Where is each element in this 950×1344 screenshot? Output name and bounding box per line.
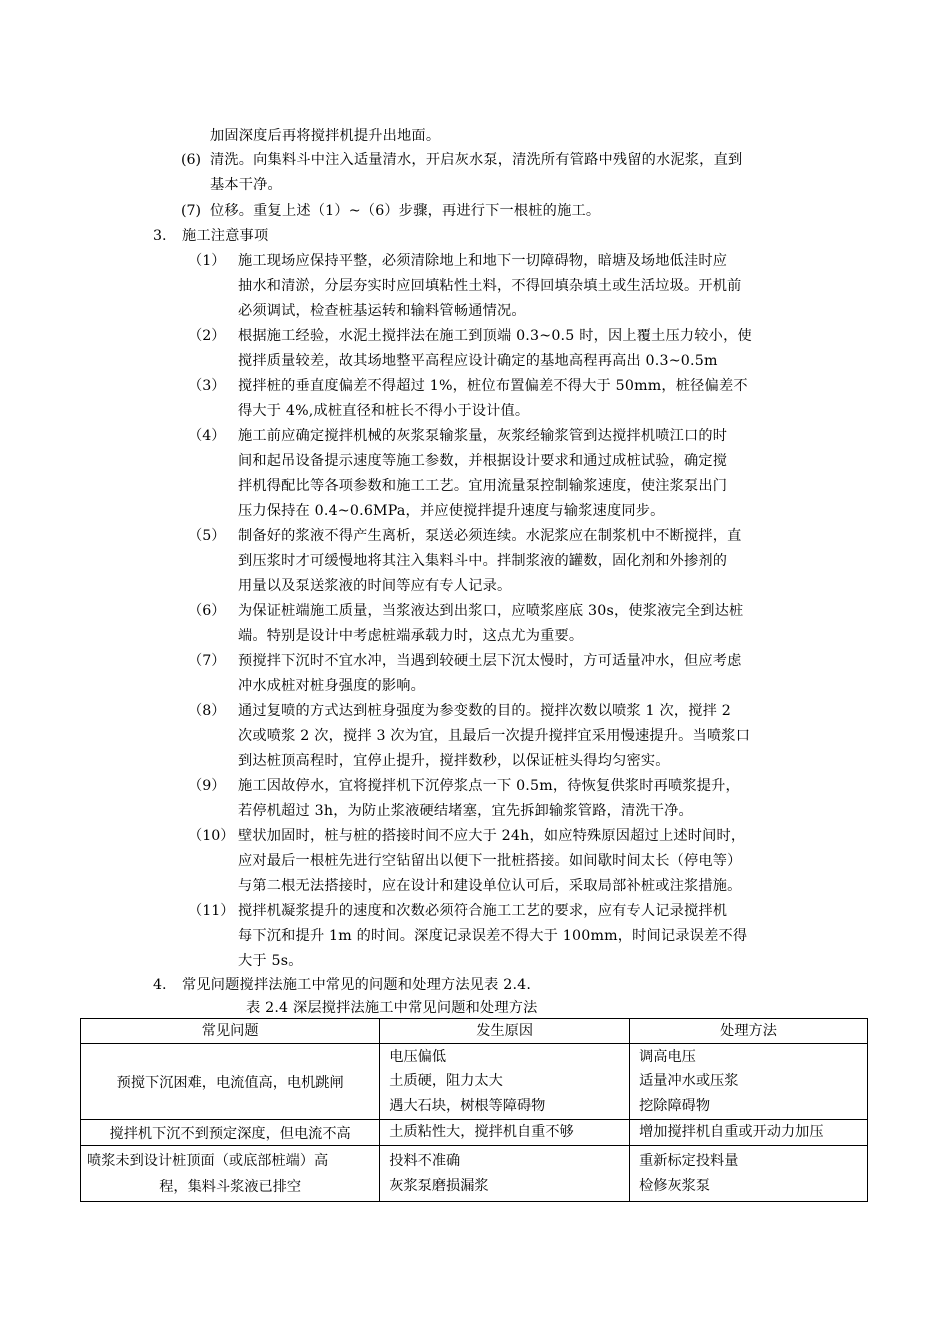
fix-cell xyxy=(630,1120,868,1146)
note-8-line: 次或喷浆 2 次，搅拌 3 次为宜，且最后一次提升搅拌宜采用慢速提升。当喷浆口 xyxy=(238,728,751,744)
fix-cell xyxy=(630,1146,868,1202)
note-5-line: 用量以及泵送浆液的时间等应有专人记录。 xyxy=(238,578,512,594)
note-10-number: （10） xyxy=(188,828,235,844)
problem-text: 程，集料斗浆液已排空 xyxy=(159,1178,302,1195)
note-10-line: 与第二根无法搭接时，应在设计和建设单位认可后，采取局部补桩或注浆措施。 xyxy=(238,878,742,894)
fix-text: 挖除障碍物 xyxy=(639,1097,711,1114)
note-3-line: 得大于 4%,成桩直径和桩长不得小于设计值。 xyxy=(238,403,530,419)
cause-text: 土质粘性大，搅拌机自重不够 xyxy=(389,1124,574,1141)
problem-cell xyxy=(81,1120,380,1146)
note-1-number: （1） xyxy=(188,253,226,269)
fix-text: 检修灰浆泵 xyxy=(639,1177,711,1194)
note-1-line: 施工现场应保持平整，必须清除地上和地下一切障碍物，暗塘及场地低洼时应 xyxy=(238,253,728,269)
step-5-continuation: 加固深度后再将搅拌机提升出地面。 xyxy=(210,128,441,144)
fix-cell xyxy=(630,1044,868,1120)
step-6-line-1: 清洗。向集料斗中注入适量清水，开启灰水泵，清洗所有管路中残留的水泥浆，直到 xyxy=(210,152,743,168)
note-6-number: （6） xyxy=(188,603,226,619)
section-4-text: 常见问题搅拌法施工中常见的问题和处理方法见表 2.4. xyxy=(182,977,532,993)
note-4-line: 间和起吊设备提示速度等施工参数，并根据设计要求和通过成桩试验，确定搅 xyxy=(238,453,728,469)
cause-cell xyxy=(380,1044,630,1120)
problem-text: 搅拌机下沉不到预定深度，但电流不高 xyxy=(109,1125,351,1142)
note-11-line: 搅拌机凝浆提升的速度和次数必须符合施工工艺的要求，应有专人记录搅拌机 xyxy=(238,903,728,919)
cause-cell xyxy=(380,1146,630,1202)
problem-cell xyxy=(81,1146,380,1202)
fix-text: 增加搅拌机自重或开动力加压 xyxy=(639,1124,824,1141)
section-4-number: 4. xyxy=(153,977,167,993)
note-11-line: 大于 5s。 xyxy=(238,953,303,969)
table-header: 发生原因 xyxy=(380,1019,630,1044)
fix-text: 调高电压 xyxy=(639,1048,696,1065)
cause-text: 土质硬，阻力太大 xyxy=(389,1073,503,1090)
note-5-line: 制备好的浆液不得产生离析，泵送必须连续。水泥浆应在制浆机中不断搅拌，直 xyxy=(238,528,742,544)
table-row xyxy=(81,1146,868,1202)
note-4-number: （4） xyxy=(188,428,226,444)
note-3-number: （3） xyxy=(188,378,226,394)
note-2-number: （2） xyxy=(188,328,226,344)
note-1-line: 必须调试，检查桩基运转和输料管畅通情况。 xyxy=(238,303,526,319)
table-row xyxy=(81,1120,868,1146)
table-row xyxy=(81,1044,868,1120)
table-header: 处理方法 xyxy=(630,1019,868,1044)
note-2-line: 根据施工经验，水泥土搅拌法在施工到顶端 0.3~0.5 时，因上覆土压力较小，使 xyxy=(238,328,752,344)
note-9-line: 若停机超过 3h，为防止浆液硬结堵塞，宜先拆卸输浆管路，清洗干净。 xyxy=(238,803,693,819)
table-caption: 表 2.4 深层搅拌法施工中常见问题和处理方法 xyxy=(246,1000,538,1016)
note-10-line: 应对最后一根桩先进行空钻留出以便下一批桩搭接。如间歇时间太长（停电等） xyxy=(238,853,742,869)
note-1-line: 抽水和清淤，分层夯实时应回填粘性土料，不得回填杂填土或生活垃圾。开机前 xyxy=(238,278,742,294)
step-7-number: (7) xyxy=(181,203,202,219)
note-10-line: 壁状加固时，桩与桩的搭接时间不应大于 24h，如应特殊原因超过上述时间时， xyxy=(238,828,746,844)
fix-text: 适量冲水或压浆 xyxy=(639,1073,739,1090)
note-3-line: 搅拌桩的垂直度偏差不得超过 1%，桩位布置偏差不得大于 50mm，桩径偏差不 xyxy=(238,378,748,394)
note-11-number: （11） xyxy=(188,903,235,919)
note-11-line: 每下沉和提升 1m 的时间。深度记录误差不得大于 100mm，时间记录误差不得 xyxy=(238,928,748,944)
step-7-line-1: 位移。重复上述（1）~（6）步骤，再进行下一根桩的施工。 xyxy=(210,203,601,219)
note-2-line: 搅拌质量较差，故其场地整平高程应设计确定的基地高程再高出 0.3~0.5m xyxy=(238,353,718,369)
cause-text: 电压偏低 xyxy=(389,1048,447,1065)
note-9-number: （9） xyxy=(188,778,226,794)
problem-text: 预搅下沉困难，电流值高，电机跳闸 xyxy=(116,1074,344,1091)
problem-cell xyxy=(81,1044,380,1120)
issues-table xyxy=(80,1018,868,1202)
note-6-line: 端。特别是设计中考虑桩端承载力时，这点尤为重要。 xyxy=(238,628,584,644)
note-7-line: 冲水成桩对桩身强度的影响。 xyxy=(238,678,426,694)
note-7-line: 预搅拌下沉时不宜水冲，当遇到较硬土层下沉太慢时，方可适量冲水，但应考虑 xyxy=(238,653,742,669)
note-4-line: 施工前应确定搅拌机械的灰浆泵输浆量，灰浆经输浆管到达搅拌机喷江口的时 xyxy=(238,428,728,444)
cause-cell xyxy=(380,1120,630,1146)
note-8-line: 通过复喷的方式达到桩身强度为参变数的目的。搅拌次数以喷浆 1 次，搅拌 2 xyxy=(238,703,731,719)
section-3-number: 3. xyxy=(153,228,167,244)
note-4-line: 压力保持在 0.4~0.6MPa，并应使搅拌提升速度与输浆速度同步。 xyxy=(238,503,665,519)
problem-text: 喷浆未到设计桩顶面（或底部桩端）高 xyxy=(87,1152,329,1169)
table-header-row xyxy=(81,1019,868,1044)
note-8-line: 到达桩顶高程时，宜停止提升，搅拌数秒，以保证桩头得均匀密实。 xyxy=(238,753,670,769)
note-7-number: （7） xyxy=(188,653,226,669)
section-3-title: 施工注意事项 xyxy=(182,228,269,244)
cause-text: 投料不准确 xyxy=(389,1153,461,1169)
note-8-number: （8） xyxy=(188,703,226,719)
step-6-number: (6) xyxy=(181,152,202,168)
step-6-line-2: 基本干净。 xyxy=(210,177,282,193)
fix-text: 重新标定投料量 xyxy=(639,1153,739,1169)
note-6-line: 为保证桩端施工质量，当浆液达到出浆口，应喷浆座底 30s，使浆液完全到达桩 xyxy=(238,603,744,619)
note-4-line: 拌机得配比等各项参数和施工工艺。宜用流量泵控制输浆速度，使注浆泵出门 xyxy=(238,478,728,494)
note-5-line: 到压浆时才可缓慢地将其注入集料斗中。拌制浆液的罐数，固化剂和外掺剂的 xyxy=(238,553,728,569)
cause-text: 遇大石块，树根等障碍物 xyxy=(389,1097,546,1114)
note-9-line: 施工因故停水，宜将搅拌机下沉停浆点一下 0.5m，待恢复供浆时再喷浆提升， xyxy=(238,778,740,794)
note-5-number: （5） xyxy=(188,528,226,544)
cause-text: 灰浆泵磨损漏浆 xyxy=(389,1177,489,1194)
table-header: 常见问题 xyxy=(81,1019,380,1044)
